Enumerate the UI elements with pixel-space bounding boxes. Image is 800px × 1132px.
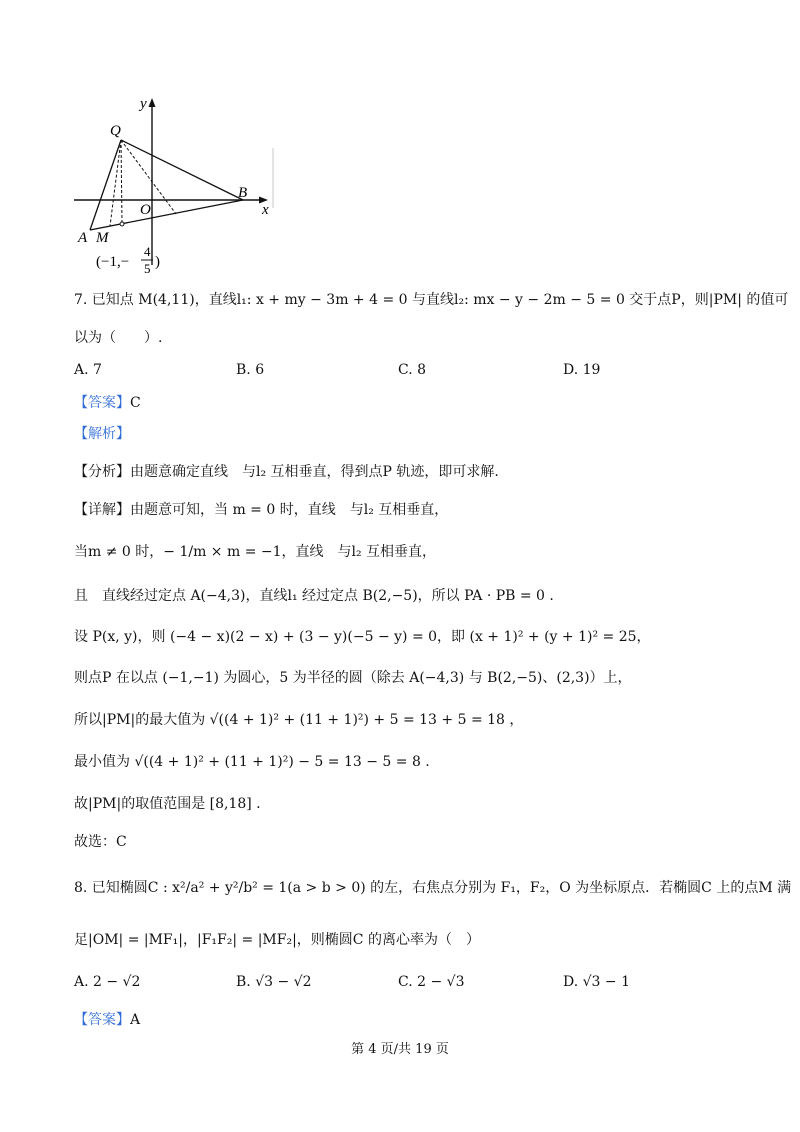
point-b-label: B [238,185,248,201]
q8-answer-tag: 【答案】 [74,1012,130,1028]
q8-stem-line1: 8. 已知椭圆C : x²/a² + y²/b² = 1(a > b > 0) 的左，右焦点分别为 F₁，F₂，O 为坐标原点．若椭圆C 上的点M 满 [74,880,792,896]
q7-detail-3: 且 直线经过定点 A(−4,3)，直线l₁ 经过定点 B(2,−5)，所以 PA · PB = 0 . [74,588,554,604]
q7-answer-row [74,391,141,415]
q7-detail-1: 【详解】由题意可知，当 m = 0 时，直线 与l₂ 互相垂直， [74,502,449,518]
q7-detail-8: 故|PM|的取值范围是 [8,18] . [74,796,261,812]
q7-option-a: A. 7 [74,362,102,378]
q7-choose: 故选：C [74,834,127,850]
q7-detail-7: 最小值为 √((4 + 1)² + (11 + 1)²) − 5 = 13 − 5 = 8 . [74,754,430,770]
coord-num: 4 [144,244,151,259]
q7-option-d: D. 19 [563,362,601,378]
q8-option-c: C. 2 − √3 [398,974,465,990]
q7-fenxi: 【分析】由题意确定直线 与l₂ 互相垂直，得到点P 轨迹，即可求解. [74,464,499,480]
q8-answer: A [130,1012,141,1028]
y-axis-arrow-icon [149,98,156,107]
q7-detail-4: 设 P(x, y)，则 (−4 − x)(2 − x) + (3 − y)(−5 − y) = 0，即 (x + 1)² + (y + 1)² = 25， [74,629,651,645]
geometry-figure [70,90,280,280]
q8-answer-row [74,1008,140,1032]
q7-detail-2: 当m ≠ 0 时，− 1/m × m = −1，直线 与l₂ 互相垂直， [74,544,437,560]
q7-stem-line2: 以为（ ）. [74,330,163,346]
q7-stem-line1: 7. 已知点 M(4,11)，直线l₁: x + my − 3m + 4 = 0 与直线l₂: mx − y − 2m − 5 = 0 交于点P，则|PM| 的值可 [74,292,789,308]
point-m-label: M [96,230,109,246]
point-m-marker [120,222,124,226]
q8-option-a: A. 2 − √2 [74,974,141,990]
x-axis-label: x [262,202,269,218]
q7-detail-5: 则点P 在以点 (−1,−1) 为圆心，5 为半径的圆（除去 A(−4,3) 与 B(2,−5)、(2,3)）上， [74,670,632,686]
q7-detail-6: 所以|PM|的最大值为 √((4 + 1)² + (11 + 1)²) + 5 = 13 + 5 = 18 ， [74,712,524,728]
q7-analysis-tag: 【解析】 [74,426,130,442]
coord-prefix: (−1,− [96,254,130,270]
q8-stem-line2: 足|OM| = |MF₁|，|F₁F₂| = |MF₂|，则椭圆C 的离心率为（ ） [74,932,480,948]
coord-den: 5 [144,261,151,276]
coord-suffix: ) [155,254,160,270]
point-q-label: Q [110,123,121,139]
point-a-label: A [78,230,88,246]
q8-option-d: D. √3 − 1 [563,974,630,990]
q8-option-b: B. √3 − √2 [236,974,312,990]
origin-label: O [140,202,151,218]
q7-option-c: C. 8 [398,362,427,378]
page-footer: 第 4 页/共 19 页 [351,1042,449,1057]
y-axis-label: y [140,96,147,112]
q7-answer-tag: 【答案】 [74,395,130,411]
q7-answer: C [130,395,141,411]
q7-option-b: B. 6 [236,362,265,378]
